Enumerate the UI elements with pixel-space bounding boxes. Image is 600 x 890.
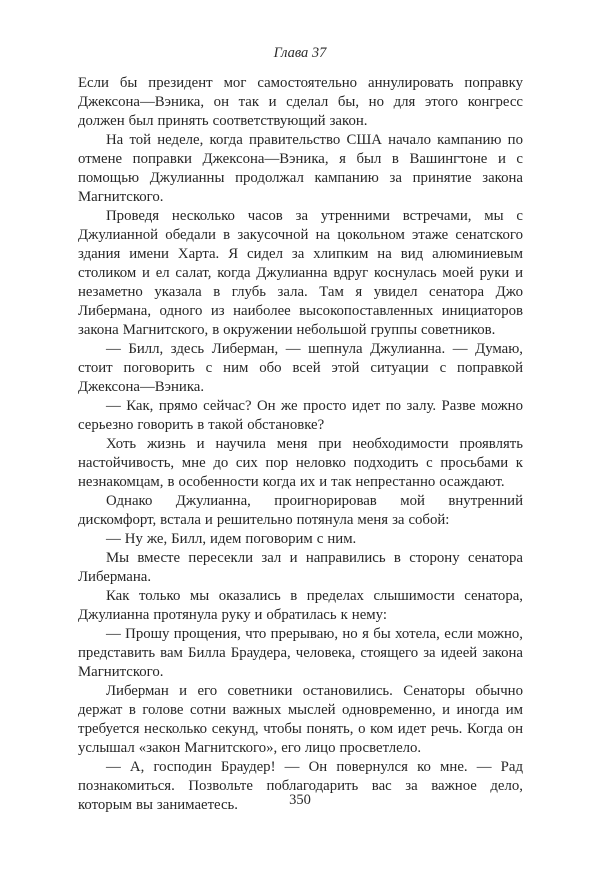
dialogue-paragraph: — Как, прямо сейчас? Он же просто идет по залу. Разве можно серьезно говорить в такой обстановке? bbox=[78, 398, 523, 433]
dialogue-paragraph: — Прошу прощения, что прерываю, но я бы хотела, если можно, представить вам Билла Браудера, человека, стоящего за идеей закона Магнитского. bbox=[78, 626, 523, 680]
dialogue-paragraph: — Билл, здесь Либерман, — шепнула Джулианна. — Думаю, стоит поговорить с ним обо всей этой ситуации с поправкой Джексона—Вэника. bbox=[78, 341, 523, 395]
body-text-block bbox=[78, 74, 523, 815]
body-paragraph: Однако Джулианна, проигнорировав мой внутренний дискомфорт, встала и решительно потянула меня за собой: bbox=[78, 493, 523, 528]
body-paragraph: Как только мы оказались в пределах слышимости сенатора, Джулианна протянула руку и обратилась к нему: bbox=[78, 588, 523, 623]
body-paragraph: Если бы президент мог самостоятельно аннулировать поправку Джексона—Вэника, он так и сделал бы, но для этого конгресс должен был принять соответствующий закон. bbox=[78, 75, 523, 129]
body-paragraph: Мы вместе пересекли зал и направились в сторону сенатора Либермана. bbox=[78, 550, 523, 585]
body-paragraph: На той неделе, когда правительство США начало кампанию по отмене поправки Джексона—Вэника, я был в Вашингтоне и с помощью Джулианны продолжал кампанию за принятие закона Магнитского. bbox=[78, 132, 523, 205]
dialogue-paragraph: — Ну же, Билл, идем поговорим с ним. bbox=[106, 531, 357, 547]
page-number: 350 bbox=[289, 792, 311, 808]
chapter-header: Глава 37 bbox=[273, 45, 327, 61]
dialogue-paragraph: — А, господин Браудер! — Он повернулся ко мне. — Рад познакомиться. Позвольте поблагодарить вас за важное дело, которым вы занимаетесь. bbox=[78, 759, 523, 813]
body-paragraph: Проведя несколько часов за утренними встречами, мы с Джулианной обедали в закусочной на цокольном этаже сенатского здания имени Харта. Я сидел за хлипким на вид алюминиевым столиком и ел салат, когда Джулианна вдруг коснулась моей руки и незаметно указала в глубь зала. Там я увидел сенатора Джо Либермана, одного из наиболее высокопоставленных инициаторов закона Магнитского, в окружении небольшой группы советников. bbox=[78, 208, 523, 338]
body-paragraph: Хоть жизнь и научила меня при необходимости проявлять настойчивость, мне до сих пор неловко подходить с просьбами к незнакомцам, в особенности когда их и так непрестанно осаждают. bbox=[78, 436, 523, 490]
body-paragraph: Либерман и его советники остановились. Сенаторы обычно держат в голове сотни важных мыслей одновременно, и иногда им требуется несколько секунд, чтобы понять, о ком идет речь. Когда он услышал «закон Магнитского», его лицо просветлело. bbox=[78, 683, 523, 756]
